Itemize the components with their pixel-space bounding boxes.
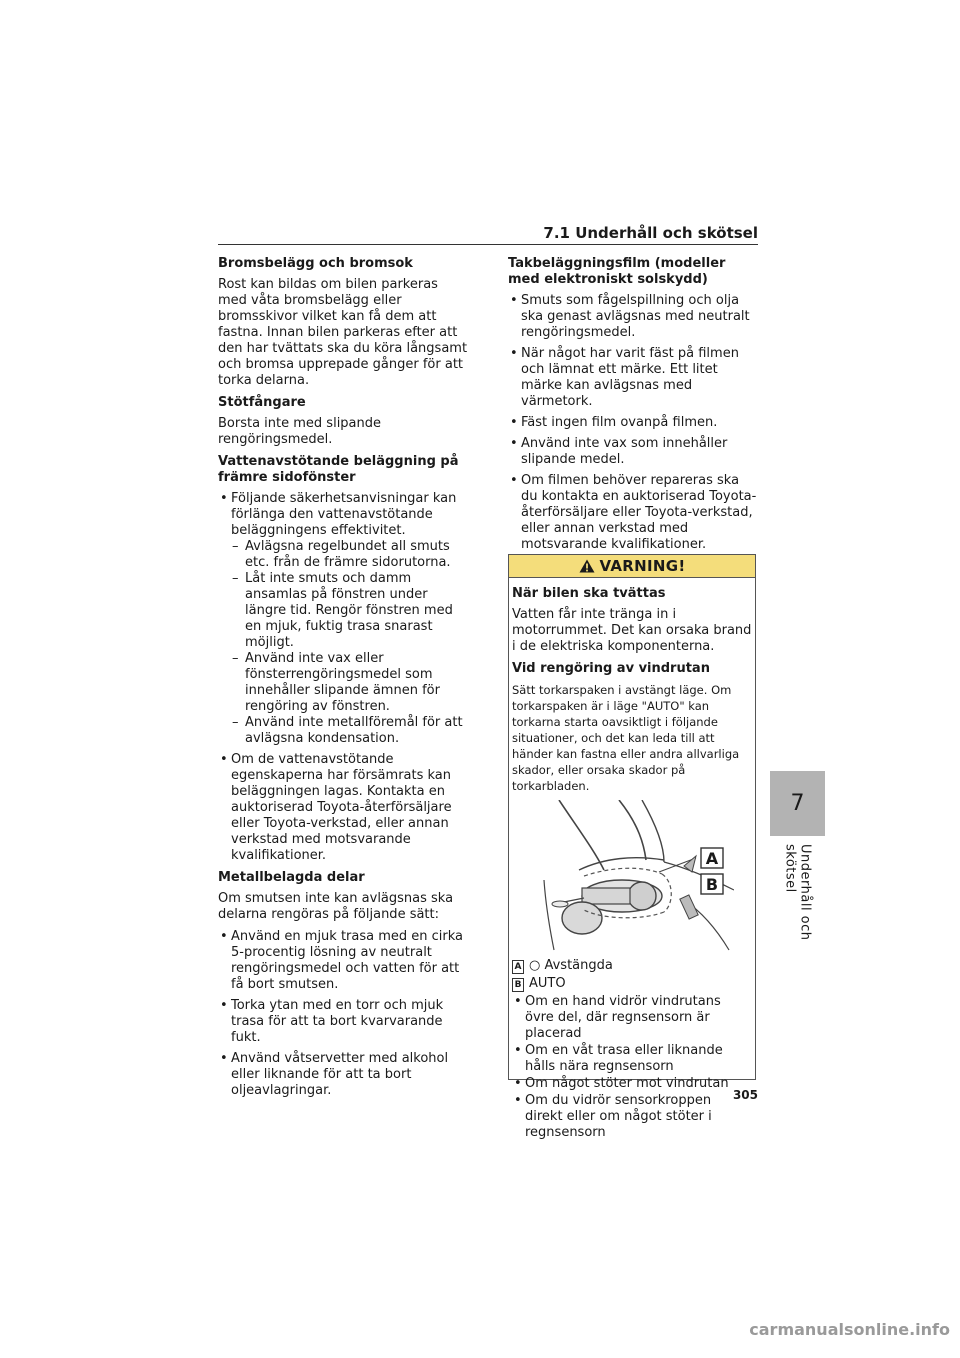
legend-a-badge: A [512,960,524,974]
windshield-heading: Vid rengöring av vindrutan [512,661,710,676]
right-column [508,256,758,559]
metal-text: Om smutsen inte kan avlägsnas ska delarna rengöras på följande sätt: [218,891,454,922]
bumper-text: Borsta inte med slipande rengöringsmedel. [218,416,382,447]
warning-title: VARNING! [599,557,686,575]
legend-b-badge: B [512,978,524,992]
brake-text: Rost kan bildas om bilen parkeras med våta bromsbelägg eller bromsskivor vilket kan få dem att fastna. Innan bilen parkeras efter att den har tvättats ska du köra långsamt och bromsa upprepade gånger för att torka delarna. [218,277,468,388]
coating-heading: Vattenavstötande beläggning på främre sidofönster [218,454,459,485]
auto-list [512,994,752,1141]
film-bullet: • Fäst ingen film ovanpå filmen. [508,415,758,431]
watermark: carmanualsonline.info [749,1320,950,1339]
chapter-side-label [770,836,825,986]
wash-text: Vatten får inte tränga in i motorrummet. Det kan orsaka brand i de elektriska komponenterna. [512,607,752,654]
header-rule [218,244,758,245]
legend-b-text: AUTO [529,976,566,991]
legend-a-text: ○ Avstängda [529,958,613,973]
auto-bullet: • Om du vidrör sensorkroppen direkt eller om något stöter i regnsensorn [512,1093,752,1141]
auto-bullet: • Om en våt trasa eller liknande hålls nära regnsensorn [512,1043,752,1075]
metal-bullet: • Använd våtservetter med alkohol eller liknande för att ta bort oljeavlagringar. [218,1051,468,1099]
film-bullet: • Använd inte vax som innehåller slipande medel. [508,436,758,468]
coating-sub-item: – Avlägsna regelbundet all smuts etc. från de främre sidorutorna. [231,539,468,571]
warning-body [509,578,755,1141]
coating-list [218,491,468,864]
coating-sublist [231,539,468,747]
brake-heading: Bromsbelägg och bromsok [218,256,413,271]
wiper-lever-figure [524,800,734,952]
auto-bullet: • Om en hand vidrör vindrutans övre del, där regnsensorn är placerad [512,994,752,1042]
chapter-number: 7 [790,791,805,816]
legend-a [512,958,752,974]
film-bullet: • Om filmen behöver repareras ska du kontakta en auktoriserad Toyota-återförsäljare eller Toyota-verkstad, eller annan verkstad med motsvarande kvalifikationer. [508,473,758,553]
coating-bullet-text: Följande säkerhetsanvisningar kan förlänga den vattenavstötande beläggningens effektivitet. [231,491,457,538]
coating-sub-item: – Låt inte smuts och damm ansamlas på fönstren under längre tid. Rengör fönstren med en mjuk, fuktig trasa snarast möjligt. [231,571,468,651]
figure-label-a: A [705,849,719,868]
chapter-title: Underhåll och skötsel [782,844,813,941]
left-column [218,256,468,1105]
chapter-tab [770,771,825,836]
section-header: 7.1 Underhåll och skötsel [543,224,758,242]
metal-heading: Metallbelagda delar [218,870,365,885]
metal-bullet: • Använd en mjuk trasa med en cirka 5-procentig lösning av neutralt rengöringsmedel och vatten för att få bort smutsen. [218,929,468,993]
windshield-text: Sätt torkarspaken i avstängt läge. Om torkarspaken är i läge "AUTO" kan torkarna starta oavsiktligt i följande situationer, och det kan leda till att händer kan fastna eller andra allvarliga skador, eller orsaka skador på torkarbladen. [512,683,740,793]
coating-sub-item: – Använd inte vax eller fönsterrengöringsmedel som innehåller slipande ämnen för rengöring av fönstren. [231,651,468,715]
figure-label-b: B [705,875,719,894]
metal-bullet: • Torka ytan med en torr och mjuk trasa för att ta bort kvarvarande fukt. [218,998,468,1046]
page-number: 305 [732,1088,758,1102]
film-bullet: • Smuts som fågelspillning och olja ska genast avlägsnas med neutralt rengöringsmedel. [508,293,758,341]
wiper-lever-illustration [524,800,734,952]
warning-triangle-icon [579,559,595,573]
auto-bullet: • Om något stöter mot vindrutan [512,1076,752,1092]
wash-heading: När bilen ska tvättas [512,586,666,601]
legend-b [512,976,752,992]
warning-title-bar [509,555,755,578]
film-bullet: • När något har varit fäst på filmen och lämnat ett märke. Ett litet märke kan avlägsnas med värmetork. [508,346,758,410]
coating-bullet [218,491,468,747]
bumper-heading: Stötfångare [218,395,306,410]
film-heading: Takbeläggningsfilm (modeller med elektroniskt solskydd) [508,256,726,287]
film-list [508,293,758,553]
coating-sub-item: – Använd inte metallföremål för att avlägsna kondensation. [231,715,468,747]
coating-bullet: • Om de vattenavstötande egenskaperna har försämrats kan beläggningen lagas. Kontakta en auktoriserad Toyota-återförsäljare eller Toyota-verkstad, eller annan verkstad med motsvarande kvalifikationer. [218,752,468,864]
metal-list [218,929,468,1099]
